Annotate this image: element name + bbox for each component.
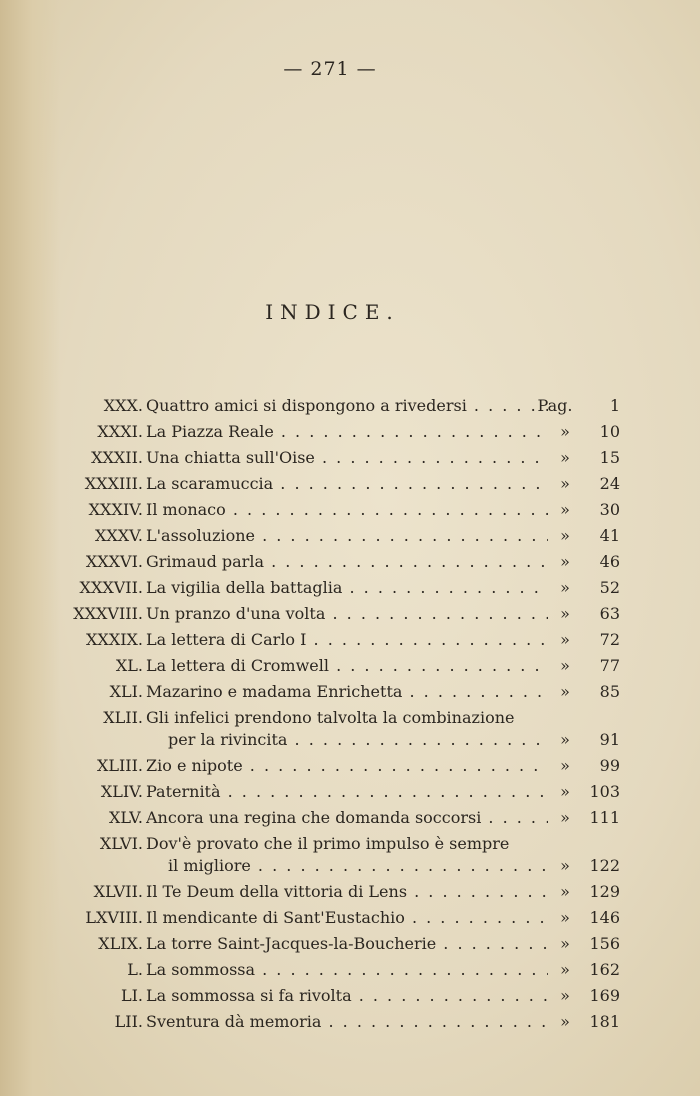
page-prefix: »	[560, 986, 570, 1005]
toc-entry	[0, 908, 700, 934]
chapter-title: Ancora una regina che domanda soccorsi . . .	[146, 808, 548, 827]
page-prefix: »	[560, 782, 570, 801]
chapter-title: Dov'è provato che il primo impulso è sempre	[146, 834, 510, 853]
toc-entry	[0, 474, 700, 500]
toc-entry	[0, 782, 700, 808]
toc-entry	[0, 552, 700, 578]
page-prefix: »	[560, 656, 570, 675]
chapter-title: L'assoluzione . . .	[146, 526, 548, 545]
page-prefix: »	[560, 448, 570, 467]
chapter-number: XLII.	[103, 708, 143, 727]
chapter-title: Quattro amici si dispongono a rivedersi . . .	[146, 396, 548, 415]
chapter-number: XL.	[115, 656, 143, 675]
chapter-title: Sventura dà memoria . . .	[146, 1012, 548, 1031]
chapter-number: LXVIII.	[85, 908, 143, 927]
page-ref: 63	[599, 604, 620, 623]
page-prefix: »	[560, 552, 570, 571]
chapter-title: La sommossa si fa rivolta . . .	[146, 986, 548, 1005]
toc-entry	[0, 960, 700, 986]
chapter-title: Grimaud parla . . .	[146, 552, 548, 571]
page-ref: 111	[589, 808, 620, 827]
chapter-number: LII.	[114, 1012, 143, 1031]
page-ref: 129	[589, 882, 620, 901]
page-prefix: »	[560, 908, 570, 927]
page-prefix: »	[560, 808, 570, 827]
toc-entry	[0, 526, 700, 552]
chapter-title: Una chiatta sull'Oise . . .	[146, 448, 548, 467]
chapter-number: XXXI.	[97, 422, 143, 441]
chapter-title: La vigilia della battaglia . . .	[146, 578, 548, 597]
toc-entry	[0, 604, 700, 630]
chapter-title: La sommossa . . .	[146, 960, 548, 979]
chapter-number: XLI.	[109, 682, 143, 701]
page-ref: 1	[609, 396, 620, 415]
page-prefix: »	[560, 604, 570, 623]
chapter-number: XLIII.	[96, 756, 143, 775]
chapter-number: XXXII.	[91, 448, 143, 467]
toc-entry	[0, 986, 700, 1012]
index-title: INDICE.	[265, 300, 400, 324]
page-ref: 103	[589, 782, 620, 801]
toc-entry	[0, 708, 700, 756]
toc-entry	[0, 396, 700, 422]
page-prefix: »	[560, 730, 570, 749]
page-ref: 99	[599, 756, 620, 775]
chapter-title: La lettera di Carlo I . . .	[146, 630, 548, 649]
page-ref: 10	[599, 422, 620, 441]
page-prefix: »	[560, 500, 570, 519]
page-ref: 122	[589, 856, 620, 875]
chapter-title-continuation: il migliore . . .	[168, 856, 548, 875]
page-ref: 85	[599, 682, 620, 701]
chapter-number: XXXIII.	[84, 474, 143, 493]
page-ref: 52	[599, 578, 620, 597]
chapter-title-continuation: per la rivincita . . .	[168, 730, 548, 749]
page-prefix: »	[560, 422, 570, 441]
page-prefix: »	[560, 682, 570, 701]
chapter-number: XXXIX.	[86, 630, 143, 649]
page-ref: 162	[589, 960, 620, 979]
chapter-number: XLVI.	[99, 834, 143, 853]
page-ref: 169	[589, 986, 620, 1005]
table-of-contents	[0, 396, 700, 1038]
chapter-number: XLIX.	[98, 934, 143, 953]
page-ref: 41	[599, 526, 620, 545]
chapter-title: Il Te Deum della vittoria di Lens . . .	[146, 882, 548, 901]
toc-entry	[0, 756, 700, 782]
toc-entry	[0, 578, 700, 604]
chapter-number: L.	[127, 960, 143, 979]
chapter-title: Il mendicante di Sant'Eustachio . . .	[146, 908, 548, 927]
chapter-title: Un pranzo d'una volta . . .	[146, 604, 548, 623]
page-ref: 72	[599, 630, 620, 649]
chapter-number: LI.	[120, 986, 143, 1005]
toc-entry	[0, 500, 700, 526]
chapter-number: XXXVIII.	[73, 604, 143, 623]
chapter-title: La lettera di Cromwell . . .	[146, 656, 548, 675]
chapter-title: Zio e nipote . . .	[146, 756, 548, 775]
page-prefix: »	[560, 934, 570, 953]
chapter-title: La Piazza Reale . . .	[146, 422, 548, 441]
page-ref: 46	[599, 552, 620, 571]
page-ref: 15	[599, 448, 620, 467]
page-prefix: »	[560, 756, 570, 775]
chapter-number: XLV.	[109, 808, 143, 827]
page-ref: 146	[589, 908, 620, 927]
page-number: — 271 —	[283, 58, 377, 80]
toc-entry	[0, 934, 700, 960]
toc-entry	[0, 630, 700, 656]
page-ref: 181	[589, 1012, 620, 1031]
toc-entry	[0, 882, 700, 908]
page-ref: 77	[599, 656, 620, 675]
toc-entry	[0, 422, 700, 448]
page-prefix: »	[560, 578, 570, 597]
chapter-number: XXXVII.	[79, 578, 143, 597]
chapter-number: XLVII.	[93, 882, 143, 901]
page-prefix: »	[560, 960, 570, 979]
page-prefix: »	[560, 474, 570, 493]
page-ref: 91	[599, 730, 620, 749]
chapter-number: XLIV.	[100, 782, 143, 801]
chapter-number: XXX.	[103, 396, 143, 415]
chapter-title: Gli infelici prendono talvolta la combinazione	[146, 708, 515, 727]
page-prefix: »	[560, 526, 570, 545]
chapter-title: Paternità . . .	[146, 782, 548, 801]
toc-entry	[0, 656, 700, 682]
chapter-title: La torre Saint-Jacques-la-Boucherie . . .	[146, 934, 548, 953]
page-ref: 24	[599, 474, 620, 493]
chapter-number: XXXVI.	[85, 552, 143, 571]
toc-entry	[0, 808, 700, 834]
page-prefix: »	[560, 882, 570, 901]
toc-entry	[0, 682, 700, 708]
chapter-title: Il monaco . . .	[146, 500, 548, 519]
page-ref: 30	[599, 500, 620, 519]
chapter-title: La scaramuccia . . .	[146, 474, 548, 493]
toc-entry	[0, 448, 700, 474]
page-prefix: »	[560, 856, 570, 875]
page-prefix: Pag.	[537, 396, 573, 415]
toc-entry	[0, 1012, 700, 1038]
toc-entry	[0, 834, 700, 882]
chapter-number: XXXV.	[94, 526, 143, 545]
chapter-number: XXXIV.	[88, 500, 143, 519]
page-ref: 156	[589, 934, 620, 953]
page-prefix: »	[560, 1012, 570, 1031]
chapter-title: Mazarino e madama Enrichetta . . .	[146, 682, 548, 701]
page-prefix: »	[560, 630, 570, 649]
